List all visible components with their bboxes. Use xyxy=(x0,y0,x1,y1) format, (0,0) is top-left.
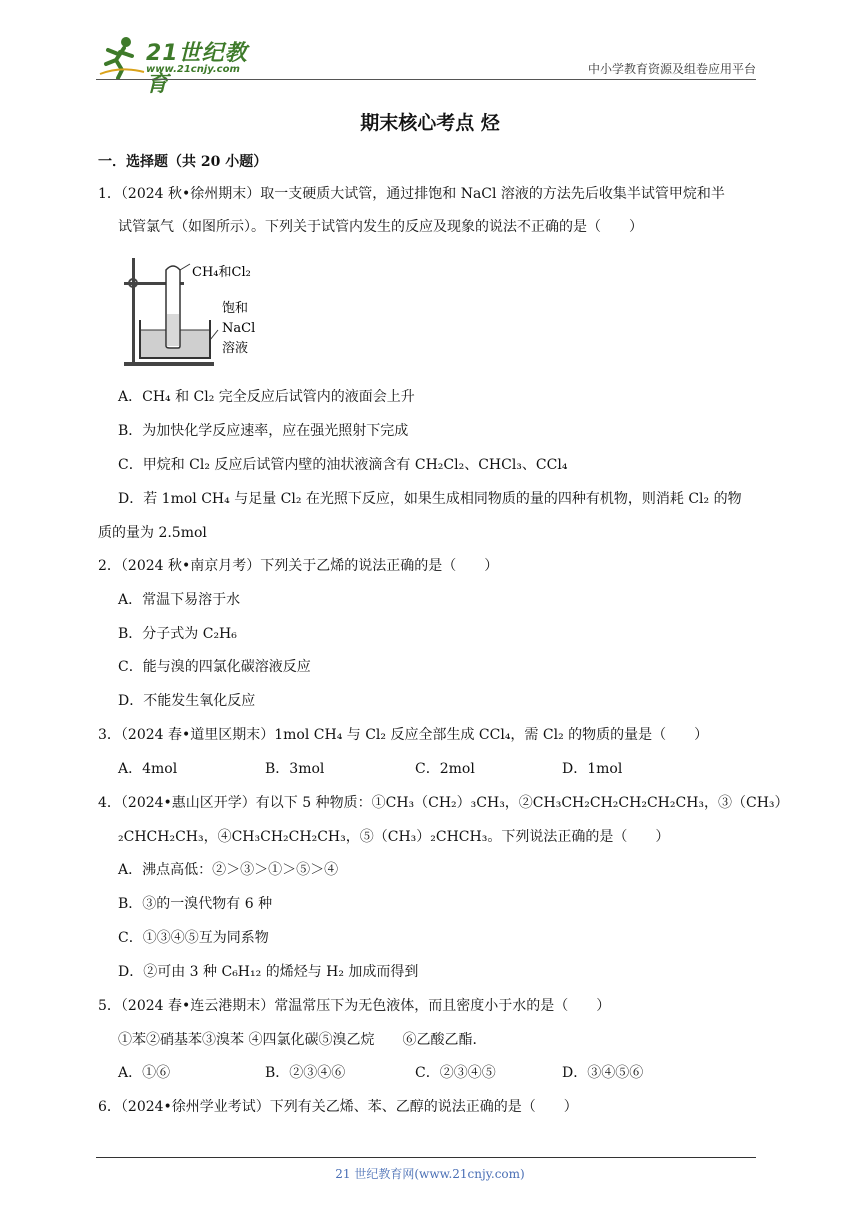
page-title: 期末核心考点 烃 xyxy=(360,112,500,134)
solution-label-2: NaCl xyxy=(222,321,256,336)
question-3: 3．（2024 春•道里区期末）1mol CH₄ 与 Cl₂ 反应全部生成 CCl₄，需 Cl₂ 的物质的量是（ ） xyxy=(98,727,709,743)
site-logo xyxy=(96,34,256,97)
q1-option-d-cont: 质的量为 2.5mol xyxy=(98,525,207,541)
q4-option-c: C．①③④⑤互为同系物 xyxy=(118,930,269,946)
q5-option-c: C．②③④⑤ xyxy=(415,1065,496,1081)
header-divider xyxy=(96,79,756,80)
q2-option-b: B．分子式为 C₂H₆ xyxy=(118,626,237,642)
question-5-line-1: 5．（2024 春•连云港期末）常温常压下为无色液体，而且密度小于水的是（ ） xyxy=(98,998,611,1014)
gas-label: CH₄和Cl₂ xyxy=(192,265,251,280)
solution-label-3: 溶液 xyxy=(222,341,249,356)
q3-option-a: A．4mol xyxy=(118,761,178,777)
q5-option-a: A．①⑥ xyxy=(118,1065,171,1081)
question-2: 2．（2024 秋•南京月考）下列关于乙烯的说法正确的是（ ） xyxy=(98,558,499,574)
section-heading: 一．选择题（共 20 小题） xyxy=(98,154,268,170)
logo-url: www.21cnjy.com xyxy=(146,64,240,75)
q1-option-d: D．若 1mol CH₄ 与足量 Cl₂ 在光照下反应，如果生成相同物质的量的四种有机物，则消耗 Cl₂ 的物 xyxy=(118,491,742,507)
question-5-line-2: ①苯②硝基苯③溴苯 ④四氯化碳⑤溴乙烷 ⑥乙酸乙酯． xyxy=(118,1032,487,1048)
platform-name: 中小学教育资源及组卷应用平台 xyxy=(587,62,756,76)
question-4-line-1: 4．（2024•惠山区开学）有以下 5 种物质：①CH₃（CH₂）₃CH₃，②CH₃CH₂CH₂CH₂CH₂CH₃，③（CH₃） xyxy=(98,795,789,811)
runner-logo-icon xyxy=(96,34,146,80)
question-4-line-2: ₂CHCH₂CH₃，④CH₃CH₂CH₂CH₃，⑤（CH₃）₂CHCH₃。下列说法正确的是（ ） xyxy=(118,829,670,845)
experiment-figure xyxy=(118,254,263,372)
q1-option-b: B．为加快化学反应速率，应在强光照射下完成 xyxy=(118,423,409,439)
question-6: 6．（2024•徐州学业考试）下列有关乙烯、苯、乙醇的说法正确的是（ ） xyxy=(98,1099,578,1115)
logo-text: 21世纪教育 xyxy=(146,41,248,97)
footer-text[interactable]: 21 世纪教育网(www.21cnjy.com) xyxy=(335,1167,525,1181)
q5-option-d: D．③④⑤⑥ xyxy=(562,1065,644,1081)
q4-option-a: A．沸点高低：②＞③＞①＞⑤＞④ xyxy=(118,862,339,878)
q4-option-b: B．③的一溴代物有 6 种 xyxy=(118,896,273,912)
question-1-line-1: 1．（2024 秋•徐州期末）取一支硬质大试管，通过排饱和 NaCl 溶液的方法先后收集半试管甲烷和半 xyxy=(98,186,725,202)
q2-option-d: D．不能发生氧化反应 xyxy=(118,693,256,709)
q2-option-c: C．能与溴的四氯化碳溶液反应 xyxy=(118,659,311,675)
q1-option-a: A．CH₄ 和 Cl₂ 完全反应后试管内的液面会上升 xyxy=(118,389,415,405)
q5-option-b: B．②③④⑥ xyxy=(265,1065,346,1081)
question-1-line-2: 试管氯气（如图所示）。下列关于试管内发生的反应及现象的说法不正确的是（ ） xyxy=(118,219,643,235)
q3-option-c: C．2mol xyxy=(415,761,475,777)
q3-option-d: D．1mol xyxy=(562,761,623,777)
q2-option-a: A．常温下易溶于水 xyxy=(118,592,241,608)
q3-option-b: B．3mol xyxy=(265,761,325,777)
solution-label-1: 饱和 xyxy=(222,301,249,316)
q1-option-c: C．甲烷和 Cl₂ 反应后试管内壁的油状液滴含有 CH₂Cl₂、CHCl₃、CCl₄ xyxy=(118,457,568,473)
footer-divider xyxy=(96,1157,756,1158)
q4-option-d: D．②可由 3 种 C₆H₁₂ 的烯烃与 H₂ 加成而得到 xyxy=(118,964,419,980)
